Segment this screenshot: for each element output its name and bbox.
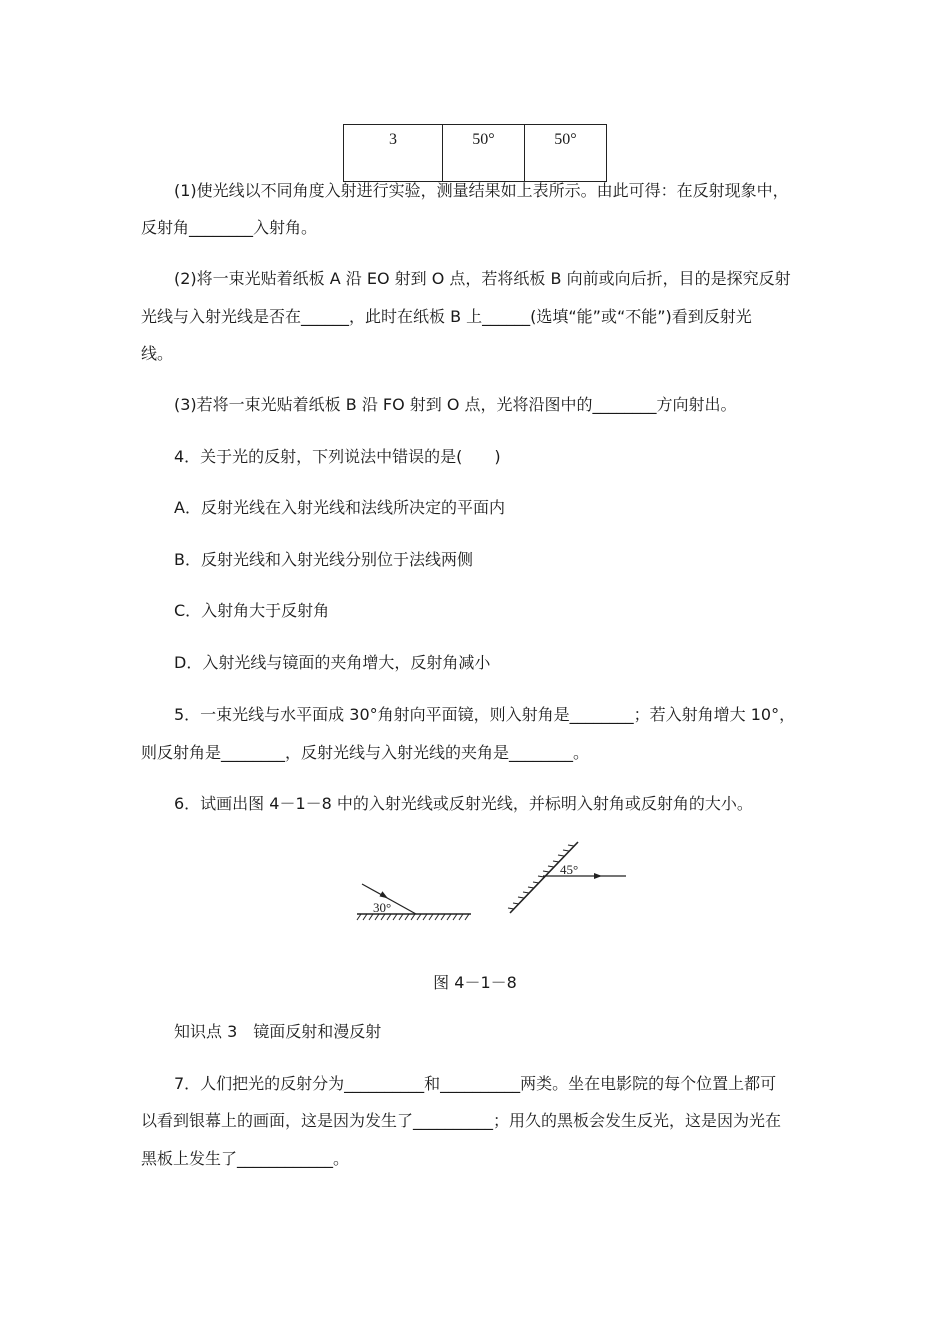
section-title: 知识点 3 镜面反射和漫反射 bbox=[174, 1022, 382, 1041]
mirror-diagram-left bbox=[357, 884, 471, 920]
q7-line1: 7．人们把光的反射分为__________和__________两类。坐在电影院的每个位置上都可 bbox=[174, 1074, 777, 1093]
q3-part3-line1: (3)若将一束光贴着纸板 B 沿 FO 射到 O 点，光将沿图中的________方向射出。 bbox=[174, 395, 737, 414]
table-cell-reflection-angle: 50° bbox=[525, 125, 607, 182]
q7-line2: 以看到银幕上的画面，这是因为发生了__________；用久的黑板会发生反光，这是因为光在 bbox=[141, 1111, 782, 1130]
incident-ray-arrowhead bbox=[380, 891, 389, 898]
q5-line2: 则反射角是________，反射光线与入射光线的夹角是________。 bbox=[141, 743, 590, 762]
reflected-ray-arrowhead bbox=[594, 873, 602, 879]
q4-option-a: A．反射光线在入射光线和法线所决定的平面内 bbox=[174, 498, 505, 517]
mirror-diagram-right bbox=[508, 842, 626, 913]
figure-caption: 图 4－1－8 bbox=[433, 973, 517, 992]
q4-option-c: C．入射角大于反射角 bbox=[174, 601, 330, 620]
q3-part1-line2: 反射角________入射角。 bbox=[141, 218, 318, 237]
slanted-mirror-hatching bbox=[508, 845, 574, 909]
results-table bbox=[343, 124, 607, 182]
q5-line1: 5．一束光线与水平面成 30°角射向平面镜，则入射角是________；若入射角增大 10°， bbox=[174, 705, 796, 724]
q7-line3: 黑板上发生了____________。 bbox=[141, 1149, 350, 1168]
table-cell-incidence-angle: 50° bbox=[443, 125, 525, 182]
table-row bbox=[344, 125, 607, 182]
slanted-mirror bbox=[510, 842, 578, 913]
figure-4-1-8 bbox=[340, 836, 640, 928]
q3-part2-line2: 光线与入射光线是否在______，此时在纸板 B 上______(选填“能”或“不能”)看到反射光 bbox=[141, 307, 752, 326]
q3-part2-line1: (2)将一束光贴着纸板 A 沿 EO 射到 O 点，若将纸板 B 向前或向后折，目的是探究反射 bbox=[174, 269, 791, 288]
angle-label-right: 45° bbox=[560, 862, 579, 877]
q3-part1-line1: (1)使光线以不同角度入射进行实验，测量结果如上表所示。由此可得：在反射现象中， bbox=[174, 181, 789, 200]
table-cell-trial: 3 bbox=[344, 125, 443, 182]
q4-option-d: D．入射光线与镜面的夹角增大，反射角减小 bbox=[174, 653, 491, 672]
q4-stem: 4．关于光的反射，下列说法中错误的是( ) bbox=[174, 447, 501, 466]
q4-option-b: B．反射光线和入射光线分别位于法线两侧 bbox=[174, 550, 473, 569]
q6-stem: 6．试画出图 4－1－8 中的入射光线或反射光线，并标明入射角或反射角的大小。 bbox=[174, 794, 753, 813]
q3-part2-line3: 线。 bbox=[141, 344, 174, 363]
angle-label-left: 30° bbox=[373, 900, 392, 915]
